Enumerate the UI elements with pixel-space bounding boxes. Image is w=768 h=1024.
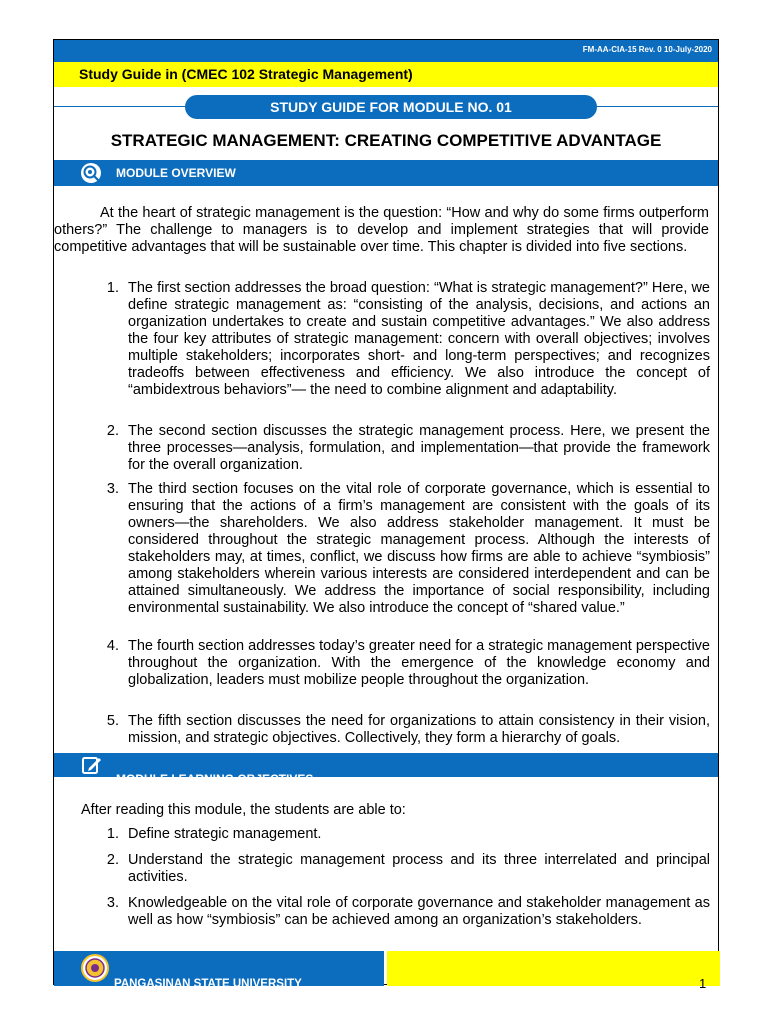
list-item-number: 1.: [106, 826, 119, 842]
edit-icon: [81, 754, 103, 776]
document-page: [53, 39, 719, 991]
list-item: The second section discusses the strategic management process. Here, we present the three processes—analysis, formulation, and implementation—that provide the framework for the overall organization.: [128, 423, 710, 473]
list-item: Knowledgeable on the vital role of corporate governance and stakeholder management as well as how “symbiosis” can be achieved among an organization’s stakeholders.: [128, 895, 710, 928]
list-item: The fifth section discusses the need for organizations to attain consistency in their vision, mission, and strategic objectives. Collectively, they form a hierarchy of goals.: [128, 713, 710, 746]
module-overview-bar: [54, 160, 718, 186]
search-icon: [81, 163, 101, 183]
list-item: Understand the strategic management process and its three interrelated and principal activities.: [128, 852, 710, 885]
learning-objectives-label: MODULE LEARNING OBJECTIVES: [116, 772, 314, 786]
overview-intro: At the heart of strategic management is the question: “How and why do some firms outperform others?” The challenge to managers is to develop and implement strategies that will provide competitive advantages that will be sustainable over time. This chapter is divided into five sections.: [54, 205, 709, 255]
list-item: The third section focuses on the vital role of corporate governance, which is essential to ensuring that the actions of a firm’s management are consistent with the goals of its owners—the shareholders. We also address stakeholder management. It must be considered throughout the strategic management process. Although the interests of stakeholders may, at times, conflict, we discuss how firms are able to achieve “symbiosis” among stakeholders wherein various interests are considered interdependent and can be attained simultaneously. We address the importance of social responsibility, including environmental sustainability. We also introduce the concept of “shared value.”: [128, 481, 710, 616]
study-guide-title: Study Guide in (CMEC 102 Strategic Management): [79, 66, 413, 82]
footer-highlight-bar: [387, 951, 720, 986]
university-name: PANGASINAN STATE UNIVERSITY: [114, 978, 302, 990]
list-item-number: 3.: [106, 895, 119, 911]
list-item: Define strategic management.: [128, 826, 322, 842]
module-overview-label: MODULE OVERVIEW: [116, 166, 236, 180]
list-item-number: 1.: [106, 280, 119, 296]
module-number-label: STUDY GUIDE FOR MODULE NO. 01: [185, 95, 597, 119]
learning-objectives-bar: [54, 753, 718, 786]
list-item-number: 2.: [106, 423, 119, 439]
form-code: FM-AA-CIA-15 Rev. 0 10-July-2020: [582, 45, 712, 54]
list-item-number: 3.: [106, 481, 119, 497]
page-title: STRATEGIC MANAGEMENT: CREATING COMPETITIVE ADVANTAGE: [110, 131, 662, 150]
list-item: The fourth section addresses today’s greater need for a strategic management perspective throughout the organization. With the emergence of the knowledge economy and globalization, leaders must mobilize people throughout the organization.: [128, 638, 710, 688]
list-item: The first section addresses the broad question: “What is strategic management?” Here, we define strategic management as: “consisting of the analysis, decisions, and actions an organization undertakes to create and sustain competitive advantages.” We also address the four key attributes of strategic management: concern with overall objectives; involves multiple stakeholders; incorporates short- and long-term perspectives; and recognizes tradeoffs between effectiveness and efficiency. We also introduce the concept of “ambidextrous behaviors”— the need to combine alignment and adaptability.: [128, 280, 710, 398]
list-item-number: 4.: [106, 638, 119, 654]
list-item-number: 2.: [106, 852, 119, 868]
university-seal-logo: [81, 954, 109, 982]
list-item-number: 5.: [106, 713, 119, 729]
objectives-intro: After reading this module, the students are able to:: [81, 802, 406, 818]
page-number: 1: [699, 976, 707, 991]
